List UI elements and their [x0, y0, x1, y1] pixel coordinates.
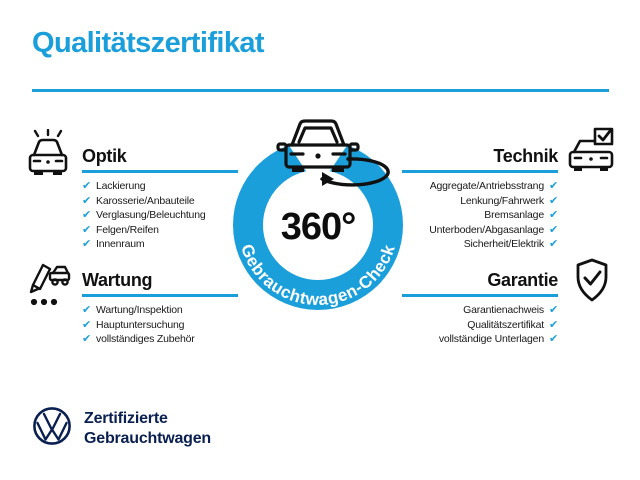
checklist-item-label: Verglasung/Beleuchtung [96, 209, 206, 222]
car-checkbox-icon [568, 127, 616, 173]
ring-curved-text: Gebrauchtwagen-Check [237, 241, 399, 310]
pencil-checklist-car-icon [25, 258, 71, 312]
checklist-item [82, 210, 282, 221]
shiny-car-icon [25, 129, 71, 177]
checklist-item-label: Lackierung [96, 180, 146, 192]
checklist-item [358, 210, 558, 221]
checklist-item [358, 305, 558, 316]
badge-360-label: 360° [280, 206, 356, 248]
technik-checklist [358, 181, 558, 250]
shield-check-icon [572, 258, 612, 304]
footer-brand-line1: Zertifizierte [84, 410, 168, 427]
page-title: Qualitätszertifikat [32, 27, 264, 59]
optik-checklist [82, 181, 282, 250]
check-icon: ✔ [548, 318, 558, 331]
checklist-item-label: vollständige Unterlagen [438, 333, 544, 346]
check-icon: ✔ [82, 304, 92, 316]
checklist-item-label: Garantienachweis [463, 304, 544, 316]
section-title-optik: Optik [82, 146, 127, 166]
vw-logo-icon [32, 406, 72, 446]
checklist-item-label: Sicherheit/Elektrik [463, 238, 544, 251]
checklist-item-label: Innenraum [96, 238, 145, 251]
checklist-item [358, 225, 558, 236]
check-icon: ✔ [82, 333, 92, 346]
check-icon: ✔ [548, 180, 558, 192]
check-icon: ✔ [82, 318, 92, 331]
check-icon: ✔ [548, 209, 558, 222]
check-icon: ✔ [82, 194, 92, 207]
section-garantie [358, 271, 558, 345]
checklist-item [358, 320, 558, 331]
checklist-item [358, 181, 558, 192]
check-icon: ✔ [82, 180, 92, 192]
checklist-item [358, 239, 558, 250]
check-icon: ✔ [548, 223, 558, 236]
check-icon: ✔ [82, 223, 92, 236]
checklist-item [82, 320, 282, 331]
section-wartung [82, 271, 282, 345]
section-title-garantie: Garantie [487, 270, 558, 290]
checklist-item-label: Wartung/Inspektion [96, 304, 183, 316]
check-icon: ✔ [82, 238, 92, 251]
check-icon: ✔ [548, 304, 558, 316]
section-underline [402, 170, 558, 173]
checklist-item-label: Qualitätszertifikat [467, 318, 544, 331]
section-underline [402, 294, 558, 297]
checklist-item [358, 334, 558, 345]
section-technik [358, 147, 558, 250]
wartung-checklist [82, 305, 282, 345]
check-icon: ✔ [548, 238, 558, 251]
checklist-item [82, 196, 282, 207]
checklist-item [82, 334, 282, 345]
checklist-item [82, 225, 282, 236]
checklist-item-label: Hauptuntersuchung [96, 318, 185, 331]
checklist-item [82, 239, 282, 250]
checklist-item [82, 181, 282, 192]
checklist-item-label: Lenkung/Fahrwerk [460, 194, 544, 207]
checklist-item [82, 305, 282, 316]
checklist-item-label: Unterboden/Abgasanlage [429, 223, 544, 236]
checklist-item-label: Aggregate/Antriebsstrang [429, 180, 544, 192]
footer-brand-line2: Gebrauchtwagen [84, 430, 212, 447]
check-icon: ✔ [548, 333, 558, 346]
section-underline [82, 294, 238, 297]
section-optik [82, 147, 282, 250]
check-icon: ✔ [82, 209, 92, 222]
checklist-item-label: Bremsanlage [484, 209, 544, 222]
section-title-wartung: Wartung [82, 270, 153, 290]
checklist-item-label: Karosserie/Anbauteile [96, 194, 195, 207]
section-title-technik: Technik [493, 146, 558, 166]
check-icon: ✔ [548, 194, 558, 207]
garantie-checklist [358, 305, 558, 345]
section-underline [82, 170, 238, 173]
footer-brand-text [84, 409, 211, 449]
checklist-item-label: Felgen/Reifen [96, 223, 159, 236]
checklist-item-label: vollständiges Zubehör [96, 333, 195, 346]
title-divider [32, 89, 609, 92]
checklist-item [358, 196, 558, 207]
